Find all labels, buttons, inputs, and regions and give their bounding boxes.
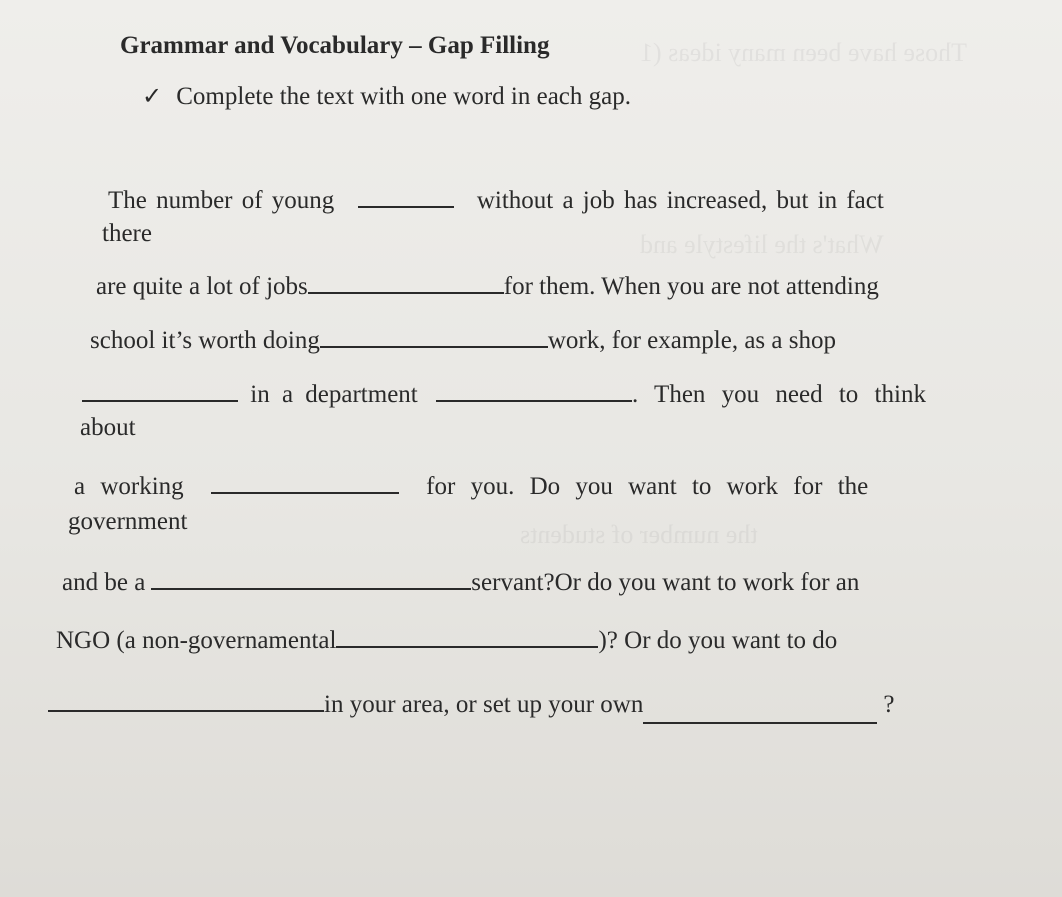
text-segment: are quite a lot of jobs bbox=[96, 273, 308, 300]
checkmark-icon: ✓ bbox=[142, 84, 163, 110]
text-line bbox=[62, 566, 859, 597]
text-line bbox=[48, 688, 894, 719]
answer-gap-4[interactable] bbox=[82, 378, 238, 402]
answer-gap-7[interactable] bbox=[151, 566, 471, 590]
answer-gap-6[interactable] bbox=[211, 470, 399, 494]
bleed-through-text: Those have been many ideas (1 bbox=[640, 38, 968, 67]
text-segment: for you. Do you want to work for the bbox=[426, 473, 869, 500]
text-line bbox=[102, 220, 152, 248]
text-segment: work, for example, as a shop bbox=[547, 327, 836, 354]
answer-gap-5[interactable] bbox=[436, 378, 632, 402]
text-line bbox=[82, 378, 926, 409]
text-segment: servant?Or do you want to work for an bbox=[471, 569, 860, 596]
text-line bbox=[90, 324, 836, 355]
text-line bbox=[108, 184, 884, 215]
answer-gap-1[interactable] bbox=[358, 184, 454, 208]
text-segment: school it’s worth doing bbox=[90, 327, 320, 354]
text-line bbox=[56, 624, 837, 655]
answer-gap-3[interactable] bbox=[320, 324, 548, 348]
text-segment: for them. When you are not attending bbox=[503, 273, 879, 300]
text-segment: government bbox=[68, 508, 188, 535]
text-segment: in a department bbox=[250, 381, 418, 408]
text-segment: there bbox=[102, 220, 152, 247]
text-segment: )? Or do you want to do bbox=[598, 627, 838, 654]
text-segment: NGO (a non-governamental bbox=[56, 627, 337, 654]
text-segment: . Then you need to think bbox=[632, 381, 926, 408]
instruction-text: Complete the text with one word in each gap. bbox=[176, 83, 631, 110]
text-segment: without a job has increased, but in fact bbox=[476, 187, 884, 214]
text-line bbox=[96, 270, 879, 301]
answer-gap-9[interactable] bbox=[48, 688, 324, 712]
text-line bbox=[74, 470, 868, 501]
text-segment: about bbox=[80, 414, 136, 441]
text-segment: a working bbox=[74, 473, 184, 500]
text-segment: in your area, or set up your own bbox=[324, 691, 644, 718]
answer-gap-8[interactable] bbox=[336, 624, 598, 648]
worksheet-title: Grammar and Vocabulary – Gap Filling bbox=[120, 32, 550, 59]
instruction bbox=[142, 82, 631, 111]
text-segment: ? bbox=[883, 691, 895, 718]
text-segment: and be a bbox=[62, 569, 146, 596]
text-line bbox=[80, 414, 136, 442]
answer-gap-2[interactable] bbox=[308, 270, 504, 294]
bleed-through-text: What's the lifestyle and bbox=[640, 230, 884, 259]
bleed-through-text: the number of students bbox=[520, 520, 758, 549]
answer-gap-10[interactable] bbox=[643, 700, 877, 724]
text-segment: The number of young bbox=[108, 187, 335, 214]
text-line bbox=[68, 508, 187, 536]
